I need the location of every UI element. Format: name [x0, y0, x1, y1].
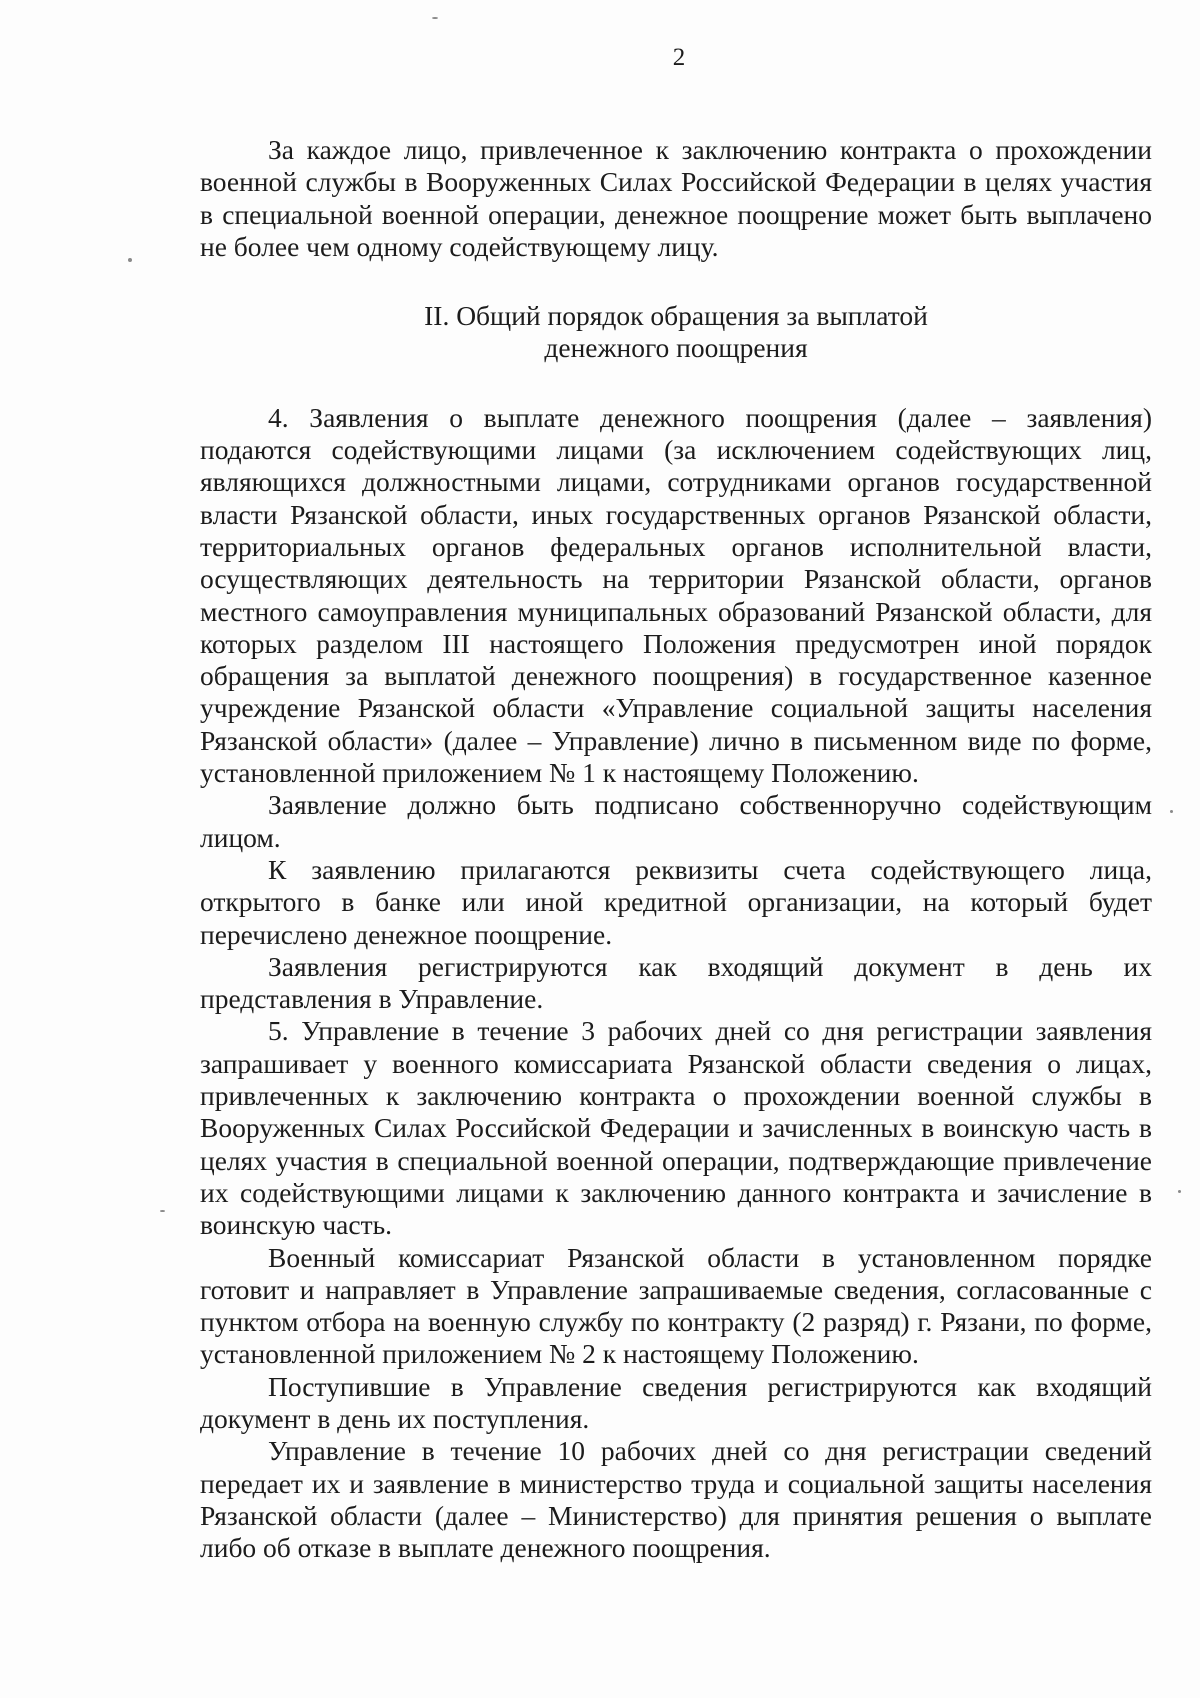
section-heading	[200, 300, 1152, 365]
section-title-line-1: II. Общий порядок обращения за выплатой	[424, 300, 928, 332]
paragraph-transfer-to-ministry: Управление в течение 10 рабочих дней со дня регистрации сведений передает их и заявление в министерство труда и социальной защиты населения Рязанской области (далее – Министерство) для принятия решения о выплате либо об отказе в выплате денежного поощрения.	[200, 1435, 1152, 1564]
page-number: 2	[672, 44, 686, 71]
paragraph-military-commissariat: Военный комиссариат Рязанской области в установленном порядке готовит и направляет в Управление запрашиваемые сведения, согласованные с пунктом отбора на военную службу по контракту (2 разряд) г. Рязани, по форме, установленной приложением № 2 к настоящему Положению.	[200, 1241, 1152, 1370]
scan-speck	[160, 1210, 165, 1212]
paragraph-intro: За каждое лицо, привлеченное к заключению контракта о прохождении военной службы в Вооруженных Силах Российской Федерации в целях участия в специальной военной операции, денежное поощрение может быть выплачено не более чем одному содействующему лицу.	[200, 134, 1152, 262]
paragraph-registration: Заявления регистрируются как входящий документ в день их представления в Управление.	[200, 950, 1152, 1015]
paragraph-bank-details: К заявлению прилагаются реквизиты счета содействующего лица, открытого в банке или иной кредитной организации, на который будет перечислено денежное поощрение.	[200, 853, 1152, 950]
scan-speck	[1178, 1190, 1181, 1193]
scan-speck	[432, 17, 438, 19]
document-body	[200, 134, 1152, 1564]
scan-speck	[1170, 810, 1173, 813]
paragraph-item-4: 4. Заявления о выплате денежного поощрения (далее – заявления) подаются содействующими лицами (за исключением содействующих лиц, являющихся должностными лицами, сотрудниками органов государственной власти Рязанской области, иных государственных органов Рязанской области, территориальных органов федеральных органов исполнительной власти, осуществляющих деятельность на территории Рязанской области, органов местного самоуправления муниципальных образований Рязанской области, для которых разделом III настоящего Положения предусмотрен иной порядок обращения за выплатой денежного поощрения) в государственное казенное учреждение Рязанской области «Управление социальной защиты населения Рязанской области» (далее – Управление) лично в письменном виде по форме, установленной приложением № 1 к настоящему Положению.	[200, 401, 1152, 789]
scan-speck	[128, 258, 132, 262]
section-title-line-2: денежного поощрения	[544, 332, 808, 364]
paragraph-signature-requirement: Заявление должно быть подписано собственноручно содействующим лицом.	[200, 789, 1152, 853]
paragraph-info-registration: Поступившие в Управление сведения регистрируются как входящий документ в день их поступления.	[200, 1370, 1152, 1434]
paragraph-item-5: 5. Управление в течение 3 рабочих дней со дня регистрации заявления запрашивает у военного комиссариата Рязанской области сведения о лицах, привлеченных к заключению контракта о прохождении военной службы в Вооруженных Силах Российской Федерации и зачисленных в воинскую часть в целях участия в специальной военной операции, подтверждающие привлечение их содействующими лицами к заключению данного контракта и зачисление в воинскую часть.	[200, 1015, 1152, 1241]
